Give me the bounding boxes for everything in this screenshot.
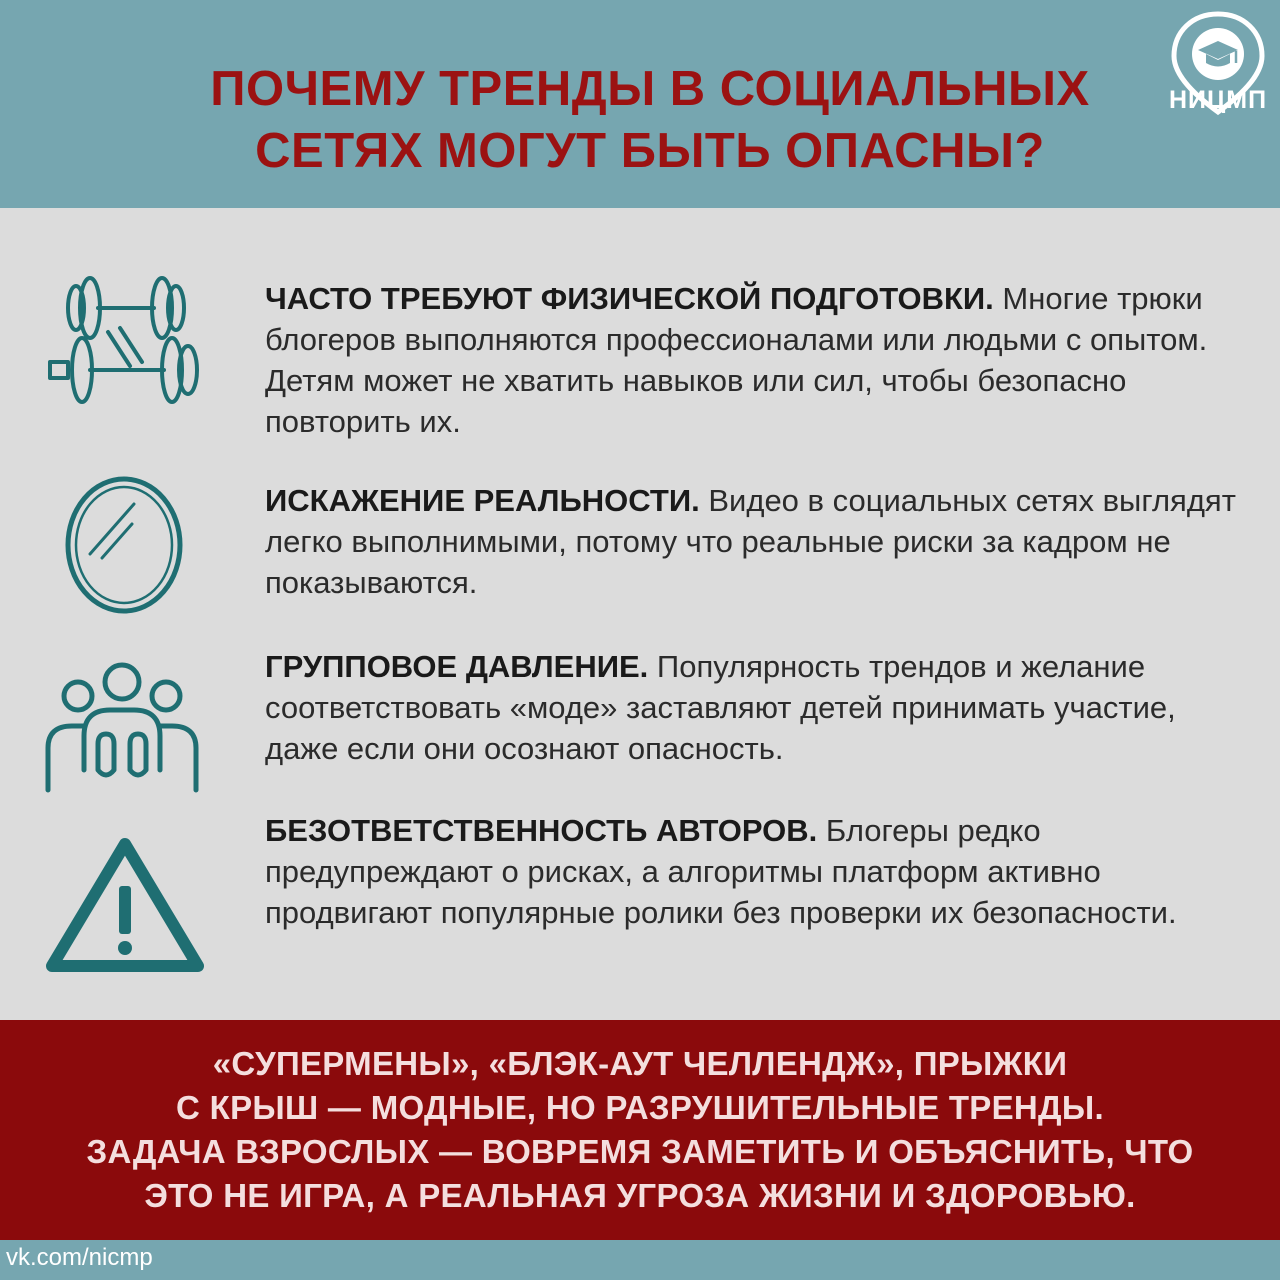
warning-icon <box>44 834 206 976</box>
item-text <box>265 278 1245 442</box>
item-text <box>265 646 1245 769</box>
item-text <box>265 480 1245 603</box>
item-body: Блогеры редко предупреждают о рисках, а алгоритмы платформ активно продвигают популярные ролики без проверки их безопасности. <box>265 813 1177 930</box>
header <box>0 0 1280 208</box>
footer-banner <box>0 1020 1280 1240</box>
group-icon <box>44 660 200 796</box>
item-heading: БЕЗОТВЕТСТВЕННОСТЬ АВТОРОВ. <box>265 813 818 848</box>
footer-line-2: С КРЫШ — МОДНЫЕ, НО РАЗРУШИТЕЛЬНЫЕ ТРЕНДЫ. <box>176 1089 1104 1126</box>
footer-line-3: ЗАДАЧА ВЗРОСЛЫХ — ВОВРЕМЯ ЗАМЕТИТЬ И ОБЪЯСНИТЬ, ЧТО <box>86 1133 1194 1170</box>
item-text <box>265 810 1245 933</box>
item-heading: ИСКАЖЕНИЕ РЕАЛЬНОСТИ. <box>265 483 700 518</box>
source-link[interactable]: vk.com/nicmp <box>6 1244 153 1271</box>
item-body: Видео в социальных сетях выглядят легко выполнимыми, потому что реальные риски за кадром не показываются. <box>265 483 1236 600</box>
item-body: Многие трюки блогеров выполняются профессионалами или людьми с опытом. Детям может не хватить навыков или сил, чтобы безопасно повторить их. <box>265 281 1208 439</box>
item-body: Популярность трендов и желание соответствовать «моде» заставляют детей принимать участие, даже если они осознают опасность. <box>265 649 1176 766</box>
footer-line-4: ЭТО НЕ ИГРА, А РЕАЛЬНАЯ УГРОЗА ЖИЗНИ И ЗДОРОВЬЮ. <box>144 1177 1136 1214</box>
content <box>0 208 1280 1020</box>
footer-text <box>60 1042 1220 1218</box>
title-line-1: ПОЧЕМУ ТРЕНДЫ В СОЦИАЛЬНЫХ <box>210 62 1090 116</box>
footer-line-1: «СУПЕРМЕНЫ», «БЛЭК-АУТ ЧЕЛЛЕНДЖ», ПРЫЖКИ <box>212 1045 1068 1082</box>
item-heading: ЧАСТО ТРЕБУЮТ ФИЗИЧЕСКОЙ ПОДГОТОВКИ. <box>265 281 994 316</box>
page-title <box>150 58 1150 182</box>
mirror-icon <box>62 474 186 616</box>
logo-text: НИЦМП <box>1168 86 1268 114</box>
title-line-2: СЕТЯХ МОГУТ БЫТЬ ОПАСНЫ? <box>255 124 1045 178</box>
item-heading: ГРУППОВОЕ ДАВЛЕНИЕ. <box>265 649 649 684</box>
bottom-bar <box>0 1240 1280 1280</box>
dumbbell-icon <box>46 270 206 412</box>
